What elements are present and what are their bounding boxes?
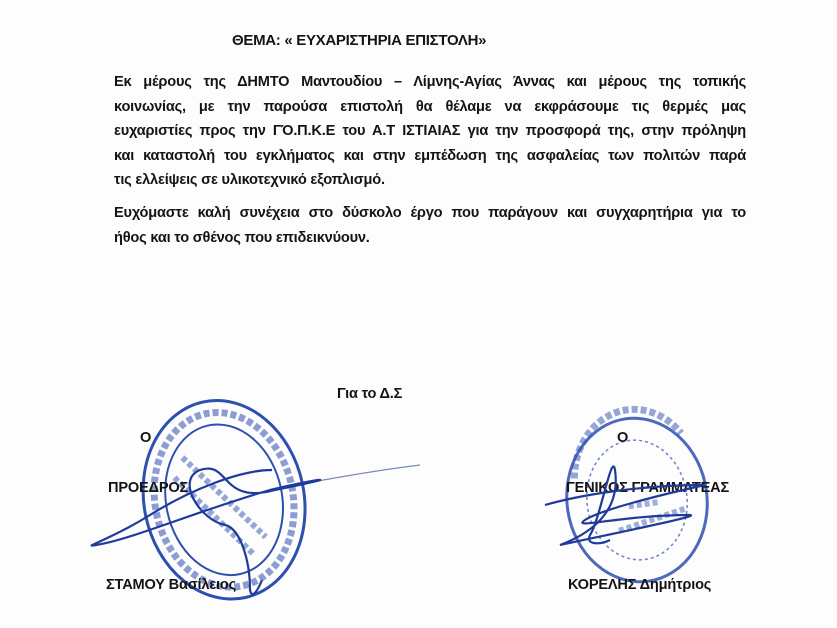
text-line: ήθος και το σθένος που επιδεικνύουν.	[114, 229, 370, 246]
right-article: Ο	[617, 430, 629, 446]
for-board-label: Για το Δ.Σ	[337, 386, 403, 402]
left-name: ΣΤΑΜΟΥ Βασίλειος	[106, 577, 236, 593]
text-line: Ευχόμαστε καλή συνέχεια στο δύσκολο έργο που παράγουν και συγχαρητήρια για το	[114, 205, 746, 221]
text-line: Εκ μέρους της ΔΗΜΤΟ Μαντουδίου – Λίμνης-Αγίας Άννας και μέρους της τοπικής	[114, 74, 746, 90]
right-name: ΚΟΡΕΛΗΣ Δημήτριος	[568, 577, 712, 593]
text-line: τις ελλείψεις σε υλικοτεχνικό εξοπλισμό.	[114, 172, 385, 188]
text-line: κοινωνίας, με την παρούσα επιστολή θα θέλαμε να εκφράσουμε τις θερμές μας	[114, 98, 746, 115]
left-role: ΠΡΟΕΔΡΟΣ	[108, 480, 189, 496]
left-article: Ο	[140, 430, 152, 446]
paragraph-wishes	[114, 201, 746, 250]
subject-heading: ΘΕΜΑ: « ΕΥΧΑΡΙΣΤΗΡΙΑ ΕΠΙΣΤΟΛΗ»	[232, 32, 487, 49]
text-line: ευχαριστίες προς την ΓΌ.Π.Κ.Ε του Α.Τ ΙΣΤΙΑΙΑΣ για την προσφορά της, στην πρόληψη	[114, 123, 746, 139]
paragraph-thanks	[114, 70, 746, 193]
signature-right	[545, 466, 705, 545]
right-role: ΓΕΝΙΚΟΣ ΓΡΑΜΜΑΤΕΑΣ	[566, 480, 730, 496]
signature-left-tail	[262, 465, 420, 492]
text-line: και καταστολή του εγκλήματος και στην εμπέδωση της ασφαλείας των πολιτών παρά	[114, 147, 746, 164]
